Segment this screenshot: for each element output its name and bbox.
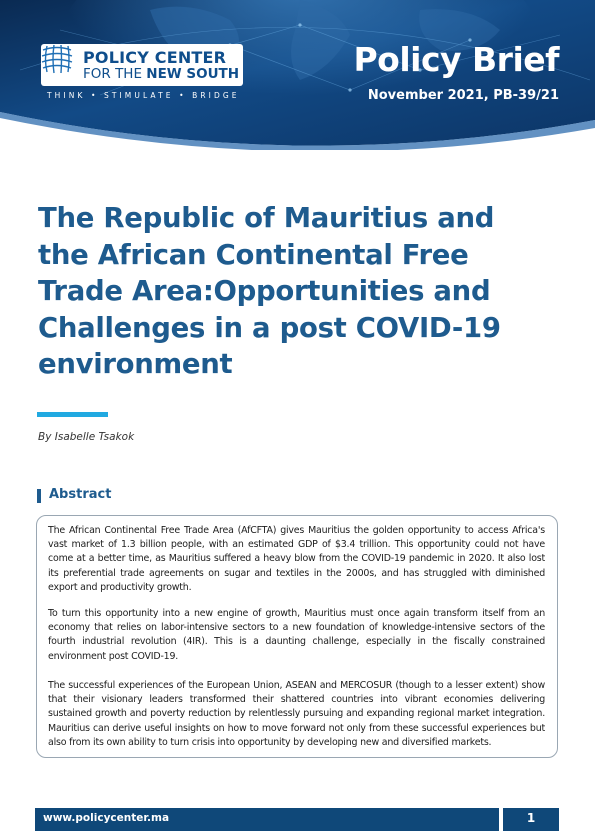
footer-url-bar — [35, 808, 499, 831]
logo-text-policy-center: POLICY CENTER — [83, 48, 227, 67]
header-banner — [0, 0, 595, 150]
author-byline: By Isabelle Tsakok — [38, 431, 135, 443]
abstract-paragraph: The successful experiences of the European Union, ASEAN and MERCOSUR (though to a lesser extent) show that their visionary leaders transformed their shattered countries into vibrant economies delivering sustained growth and poverty reduction by relentlessly pursuing and expanding regional market integration. Mauritius can derive useful insights on how to move forward not only from these successful experiences but also from its own ability to turn crisis into opportunity by developing new and diversified markets. — [48, 680, 545, 748]
logo-text-suffix: NEW SOUTH — [146, 66, 240, 82]
logo-text-prefix: FOR THE — [83, 66, 147, 82]
document-type-label: Policy Brief — [353, 40, 559, 79]
abstract-paragraph: The African Continental Free Trade Area (AfCFTA) gives Mauritius the golden opportunity to access Africa's vast market of 1.3 billion people, with an estimated GDP of $3.4 trillion. This opportunity could not have come at a better time, as Mauritius suffered a heavy blow from the COVID-19 pandemic in 2020. It also lost its preferential trade agreements on sugar and textiles in the 2000s, and has struggled with diminished export and productivity growth. — [48, 525, 545, 593]
website-link[interactable]: www.policycenter.ma — [43, 812, 170, 824]
organization-logo — [41, 44, 243, 86]
page-number-box — [503, 808, 559, 831]
title-line: the African Continental Free — [38, 238, 469, 271]
page-footer — [35, 808, 559, 831]
organization-tagline: THINK • STIMULATE • BRIDGE — [47, 91, 240, 100]
page-number: 1 — [526, 811, 536, 825]
document-title — [38, 200, 558, 383]
logo-text-new-south — [83, 66, 239, 82]
title-line: Trade Area:Opportunities and — [38, 275, 491, 307]
title-accent-rule — [37, 412, 108, 417]
abstract-heading: Abstract — [49, 487, 112, 502]
title-line: Challenges in a post COVID-19 — [38, 311, 501, 344]
title-line: environment — [38, 348, 233, 380]
publication-date-code: November 2021, PB-39/21 — [367, 88, 559, 103]
globe-grid-icon — [41, 44, 73, 74]
abstract-paragraph: To turn this opportunity into a new engine of growth, Mauritius must once again transform itself from an economy that relies on labor-intensive sectors to a new foundation of knowledge-intensive sectors of the fourth industrial revolution (4IR). This is a daunting challenge, especially in the fiscally constrained environment post COVID-19. — [48, 608, 545, 662]
abstract-heading-marker — [37, 489, 41, 503]
title-line: The Republic of Mauritius and — [38, 202, 495, 234]
